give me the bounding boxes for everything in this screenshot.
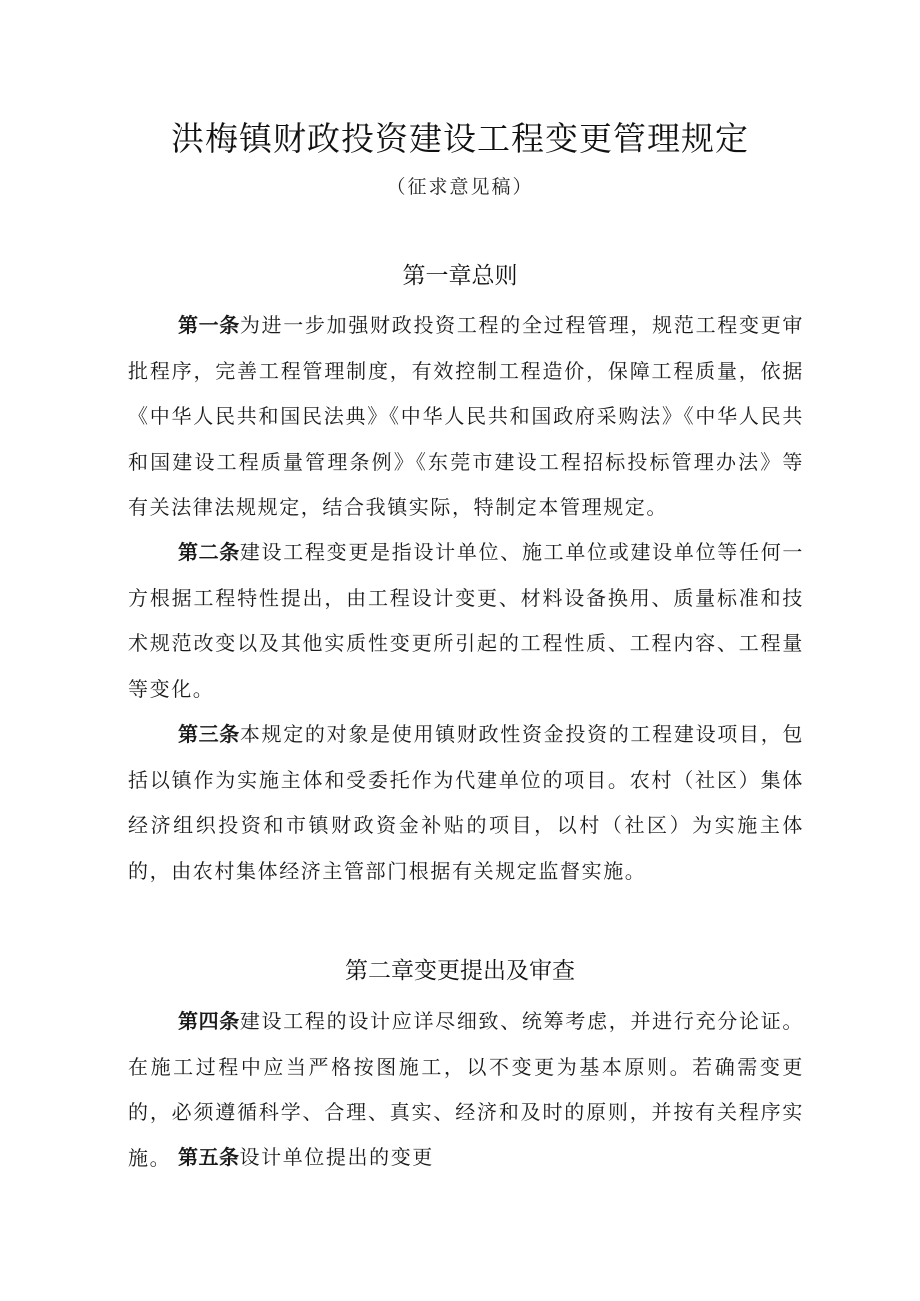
article-paragraph [128, 303, 804, 531]
article-text: 建设工程变更是指设计单位、施工单位或建设单位等任何一方根据工程特性提出，由工程设计变更、材料设备换用、质量标准和技术规范改变以及其他实质性变更所引起的工程性质、工程内容、工程量等变化。 [128, 540, 804, 701]
article-text: 设计单位提出的变更 [239, 1145, 434, 1169]
chapter-heading: 第二章变更提出及审查 [345, 958, 575, 984]
article-paragraph [128, 1135, 804, 1181]
document-title: 洪梅镇财政投资建设工程变更管理规定 [171, 119, 749, 158]
article-text: 本规定的对象是使用镇财政性资金投资的工程建设项目，包括以镇作为实施主体和受委托作为代建单位的项目。农村（社区）集体经济组织投资和市镇财政资金补贴的项目，以村（社区）为实施主体的，由农村集体经济主管部门根据有关规定监督实施。 [128, 722, 804, 883]
article-text: 建设工程的设计应详尽细致、统筹考虑，并进行充分论证。在施工过程中应当严格按图施工，以不变更为基本原则。若确需变更的，必须遵循科学、合理、真实、经济和及时的原则，并按有关程序实施。 [128, 1009, 804, 1170]
chapter-heading: 第一章总则 [402, 263, 518, 289]
article-label: 第一条 [178, 313, 240, 337]
article-label: 第二条 [178, 540, 240, 564]
article-text: 为进一步加强财政投资工程的全过程管理，规范工程变更审批程序，完善工程管理制度，有效控制工程造价，保障工程质量，依据《中华人民共和国民法典》《中华人民共和国政府采购法》《中华人民共和国建设工程质量管理条例》《东莞市建设工程招标投标管理办法》等有关法律法规规定，结合我镇实际，特制定本管理规定。 [128, 313, 804, 519]
article-paragraph [128, 530, 804, 712]
document-subtitle: （征求意见稿） [386, 176, 534, 198]
article-label: 第三条 [178, 722, 240, 746]
article-label: 第五条 [178, 1145, 240, 1169]
article-paragraph [128, 712, 804, 894]
article-label: 第四条 [178, 1009, 240, 1033]
